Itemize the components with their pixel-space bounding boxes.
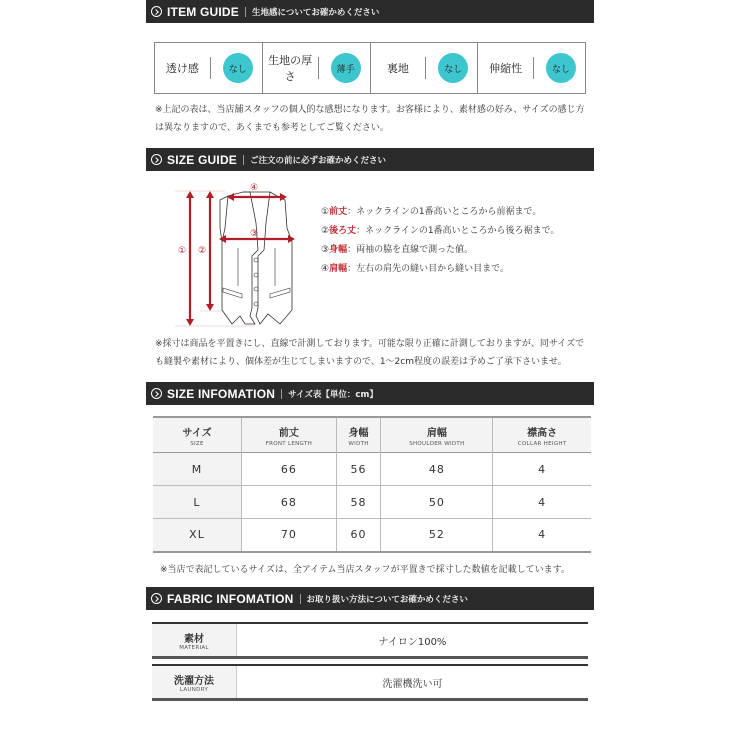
fabric-row-key: 素材 MATERIAL — [152, 624, 237, 656]
divider — [245, 7, 246, 17]
fabric-row-material — [152, 622, 588, 659]
table-cell: 68 — [242, 486, 337, 519]
size-guide-header — [146, 148, 594, 171]
divider — [210, 57, 211, 79]
chevron-circle-icon — [151, 154, 162, 165]
table-row — [153, 519, 591, 552]
divider — [533, 57, 534, 79]
table-cell: 56 — [336, 453, 381, 486]
column-header: 襟高さ COLLAR HEIGHT — [517, 427, 567, 447]
section-subtitle: サイズ表【単位：cm】 — [288, 389, 378, 400]
table-cell: 58 — [336, 486, 381, 519]
size-info-header — [146, 382, 594, 405]
marker-3: ③ — [250, 229, 259, 239]
fabric-row-value: 洗濯機洗い可 — [382, 678, 443, 690]
guide-item-thickness — [263, 43, 371, 93]
size-cell: L — [153, 486, 242, 519]
table-cell: 50 — [381, 486, 493, 519]
item-guide-table — [154, 42, 586, 94]
size-table — [153, 416, 591, 553]
chevron-circle-icon — [151, 6, 162, 17]
guide-item-label: 裏地 — [386, 62, 409, 75]
guide-item-value-badge: なし — [546, 53, 576, 83]
divider — [300, 594, 301, 604]
item-guide-header — [146, 0, 594, 23]
column-header: 肩幅 SHOULDER WIDTH — [381, 417, 493, 453]
size-guide-legend — [321, 203, 559, 279]
column-header: サイズ SIZE — [153, 417, 242, 453]
note-line: ※採寸は商品を平置きにし、直線で計測しております。可能な限り正確に計測しておりますが、同サイズで — [155, 339, 585, 349]
column-header: 身幅 WIDTH — [336, 417, 381, 453]
table-cell: 70 — [242, 519, 337, 552]
legend-item: ①前丈：ネックラインの1番高いところから前裾まで。 — [321, 207, 542, 217]
guide-item-label: 透け感 — [165, 62, 199, 75]
note-line: も縫製や素材により、個体差が生じてしまいますので、1〜2cm程度の誤差は予めご了承下さいませ。 — [155, 357, 567, 367]
section-title: SIZE GUIDE — [167, 152, 238, 167]
divider — [281, 389, 282, 399]
table-cell: 4 — [538, 462, 547, 476]
fabric-row-key: 洗濯方法 LAUNDRY — [152, 666, 237, 698]
fabric-info-header — [146, 587, 594, 610]
size-cell: M — [153, 453, 242, 486]
guide-item-stretch — [478, 43, 585, 93]
divider — [243, 155, 244, 165]
note-line: は異なりますので、あくまでも参考としてご覧ください。 — [155, 123, 389, 133]
marker-1: ① — [178, 246, 187, 256]
vest-diagram — [170, 178, 330, 333]
section-subtitle: ご注文の前に必ずお確かめください — [250, 155, 387, 166]
table-cell: 52 — [381, 519, 493, 552]
size-cell: XL — [153, 519, 242, 552]
section-subtitle: お取り扱い方法についてお確かめください — [306, 594, 468, 605]
legend-item: ②後ろ丈：ネックラインの1番高いところから後ろ裾まで。 — [321, 226, 560, 236]
item-guide-note — [155, 101, 595, 137]
table-cell: 4 — [538, 528, 547, 542]
marker-2: ② — [198, 246, 207, 256]
table-cell: 4 — [538, 495, 547, 509]
chevron-circle-icon — [151, 593, 162, 604]
table-row — [153, 453, 591, 486]
marker-4: ④ — [250, 183, 259, 193]
table-cell: 66 — [242, 453, 337, 486]
guide-item-label: 生地の厚さ — [268, 54, 313, 83]
guide-item-transparency — [155, 43, 263, 93]
table-cell: 60 — [336, 519, 381, 552]
note-line: ※上記の表は、当店舗スタッフの個人的な感想になります。お客様により、素材感の好み、サイズの感じ方 — [155, 105, 585, 115]
guide-item-label: 伸縮性 — [489, 62, 523, 75]
guide-item-value-badge: なし — [223, 53, 253, 83]
size-info-note: ※当店で表記しているサイズは、全アイテム当店スタッフが平置きで採寸した数値を記載しています。 — [160, 565, 570, 575]
section-title: SIZE INFOMATION — [167, 386, 276, 401]
guide-item-value-badge: なし — [438, 53, 468, 83]
column-header: 前丈 FRONT LENGTH — [242, 417, 337, 453]
fabric-row-value: ナイロン100% — [378, 636, 447, 648]
size-guide-note — [155, 335, 595, 371]
section-title: FABRIC INFOMATION — [167, 591, 294, 606]
table-cell: 48 — [381, 453, 493, 486]
divider — [425, 57, 426, 79]
divider — [318, 57, 319, 79]
guide-item-lining — [371, 43, 479, 93]
legend-item: ③身幅：両袖の脇を直線で測った値。 — [321, 245, 474, 255]
table-row — [153, 486, 591, 519]
legend-item: ④肩幅：左右の肩先の縫い目から縫い目まで。 — [321, 264, 509, 274]
guide-item-value-badge: 薄手 — [331, 53, 361, 83]
section-title: ITEM GUIDE — [167, 4, 240, 19]
section-subtitle: 生地感についてお確かめください — [252, 7, 380, 18]
fabric-row-laundry — [152, 664, 588, 701]
chevron-circle-icon — [151, 388, 162, 399]
table-header-row — [153, 417, 591, 453]
